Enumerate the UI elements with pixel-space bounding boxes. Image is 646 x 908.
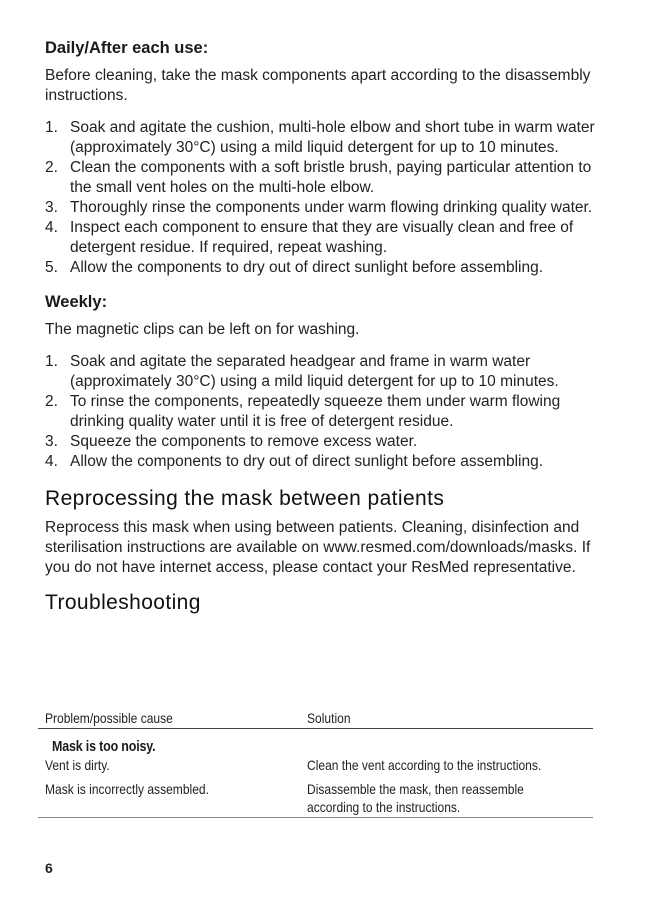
cause-cell: Mask is incorrectly assembled. (45, 781, 209, 797)
page-number: 6 (45, 860, 53, 876)
weekly-step (45, 452, 605, 472)
step-number: 4. (45, 219, 58, 236)
daily-step (45, 258, 605, 278)
step-text: To rinse the components, repeatedly squeeze them under warm flowing drinking quality water until it is free of detergent residue. (70, 393, 561, 430)
header-solution: Solution (307, 710, 351, 726)
table-row (38, 777, 593, 818)
step-text: Allow the components to dry out of direct sunlight before assembling. (70, 453, 544, 470)
step-number: 3. (45, 199, 58, 216)
step-text: Inspect each component to ensure that they are visually clean and free of detergent residue. If required, repeat washing. (70, 219, 574, 256)
step-number: 1. (45, 353, 58, 370)
daily-intro: Before cleaning, take the mask components apart according to the disassembly instructions. (45, 67, 591, 104)
step-text: Soak and agitate the separated headgear and frame in warm water (approximately 30°C) using a mild liquid detergent for up to 10 minutes. (70, 353, 559, 390)
daily-step (45, 158, 605, 198)
step-number: 2. (45, 159, 58, 176)
reprocessing-heading: Reprocessing the mask between patients (45, 487, 445, 510)
weekly-step (45, 392, 605, 432)
solution-cell: Clean the vent according to the instructions. (307, 757, 542, 773)
solution-cell: Disassemble the mask, then reassemble according to the instructions. (307, 781, 524, 815)
step-number: 3. (45, 433, 58, 450)
cause-cell: Vent is dirty. (45, 757, 110, 773)
daily-step (45, 198, 605, 218)
step-number: 4. (45, 453, 58, 470)
step-text: Allow the components to dry out of direct sunlight before assembling. (70, 259, 544, 276)
troubleshooting-table (38, 706, 593, 818)
table-group-row: Mask is too noisy. (52, 739, 156, 755)
step-number: 5. (45, 259, 58, 276)
table-header (38, 706, 593, 729)
weekly-steps-list (45, 352, 605, 472)
weekly-step (45, 432, 605, 452)
step-text: Thoroughly rinse the components under warm flowing drinking quality water. (70, 199, 593, 216)
weekly-heading: Weekly: (45, 293, 108, 311)
table-row (38, 753, 593, 777)
weekly-intro: The magnetic clips can be left on for washing. (45, 321, 360, 338)
daily-step (45, 218, 605, 258)
weekly-step (45, 352, 605, 392)
reprocessing-text: Reprocess this mask when using between patients. Cleaning, disinfection and sterilisation instructions are available on www.resmed.com/downloads/masks. If you do not have internet access, please contact your ResMed representative. (45, 519, 591, 576)
daily-steps-list (45, 118, 605, 278)
step-text: Soak and agitate the cushion, multi-hole elbow and short tube in warm water (approximately 30°C) using a mild liquid detergent for up to 10 minutes. (70, 119, 595, 156)
step-number: 1. (45, 119, 58, 136)
step-text: Squeeze the components to remove excess water. (70, 433, 418, 450)
step-text: Clean the components with a soft bristle brush, paying particular attention to the small vent holes on the multi-hole elbow. (70, 159, 592, 196)
page-content (45, 38, 605, 622)
header-problem: Problem/possible cause (45, 710, 173, 726)
step-number: 2. (45, 393, 58, 410)
troubleshooting-heading: Troubleshooting (45, 591, 201, 614)
daily-heading: Daily/After each use: (45, 39, 209, 57)
daily-step (45, 118, 605, 158)
